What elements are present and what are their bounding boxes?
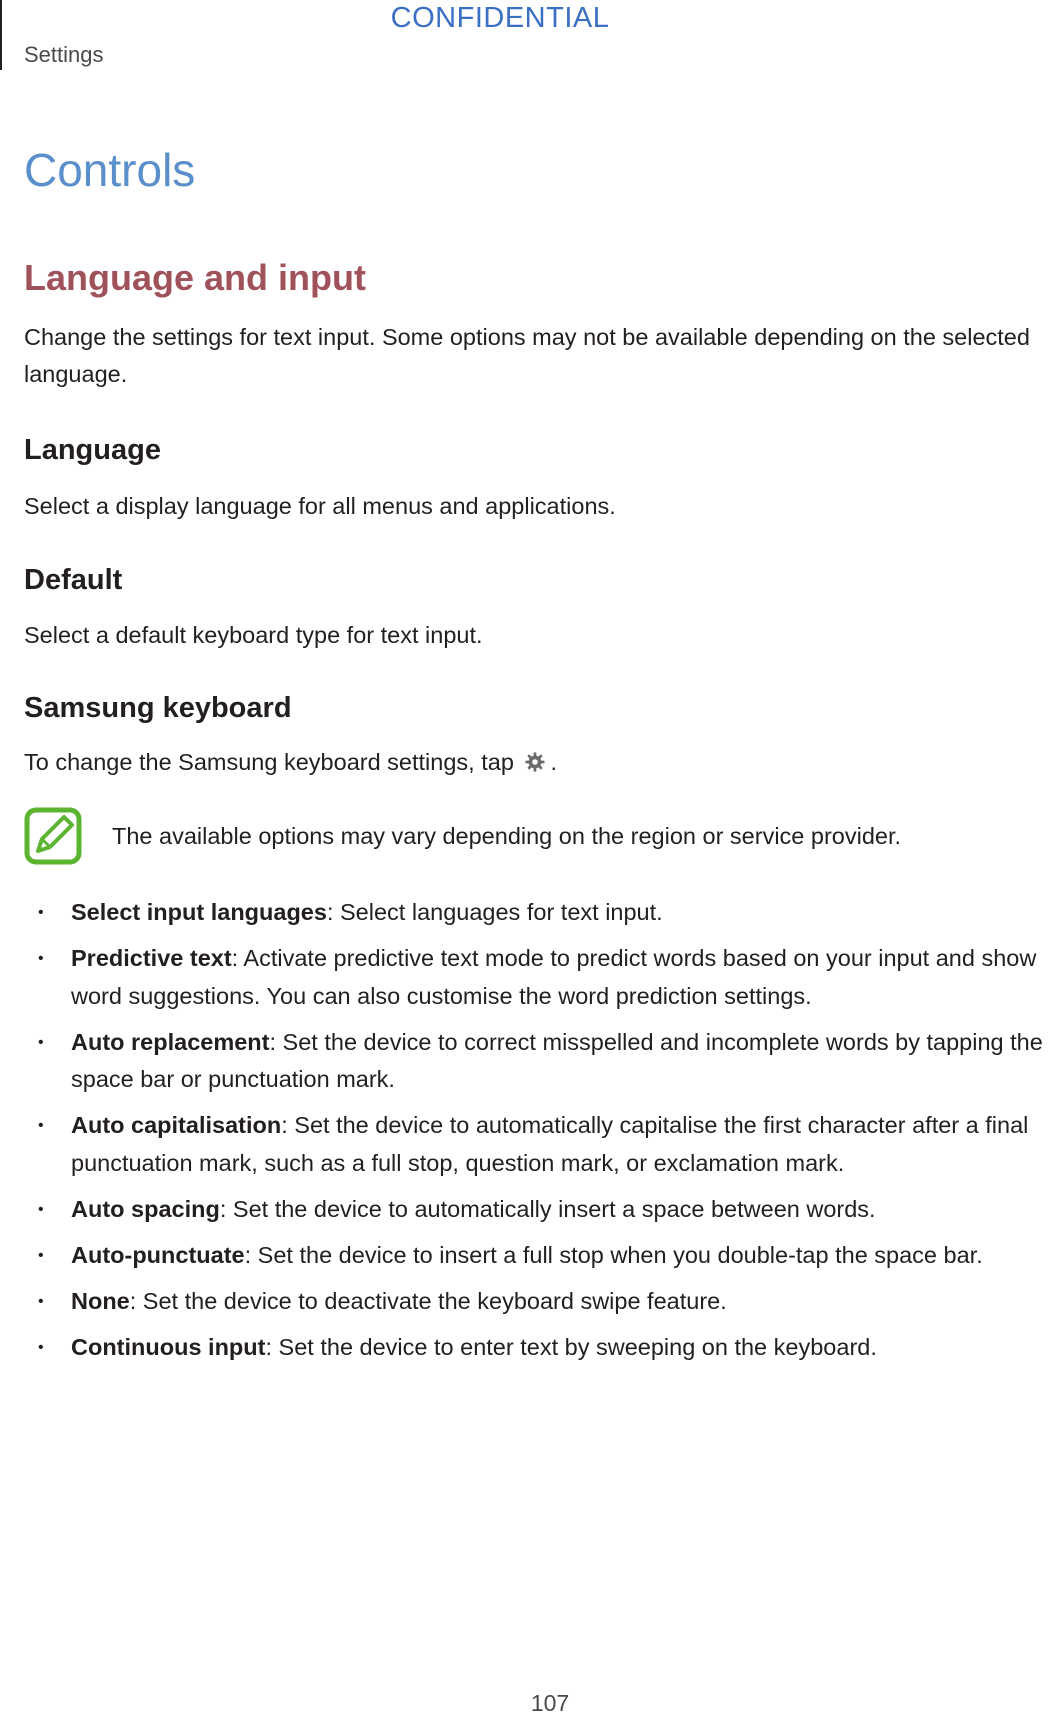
samsung-keyboard-text [24,744,1044,784]
bullet-icon: • [38,1338,44,1356]
options-list [24,894,1054,1375]
note-text: The available options may vary depending on the region or service provider. [112,823,902,849]
default-text: Select a default keyboard type for text input. [24,622,483,648]
option-description: : Set the device to enter text by sweeping on the keyboard. [265,1333,877,1360]
list-item [24,1191,1054,1229]
language-text: Select a display language for all menus and applications. [24,493,616,519]
page-title: Controls [24,144,196,196]
bullet-icon: • [38,1246,44,1264]
list-item [24,1107,1054,1182]
samsung-keyboard-heading: Samsung keyboard [24,692,292,724]
list-item [24,1237,1054,1275]
bullet-icon: • [38,1117,44,1134]
bullet-icon: • [38,1200,44,1218]
list-item [24,894,1054,932]
option-term: Auto replacement [71,1028,270,1055]
bullet-icon: • [38,950,44,967]
section-title: Language and input [24,257,366,298]
page-number: 107 [530,1690,570,1716]
option-description: : Set the device to deactivate the keyboard swipe feature. [129,1287,727,1314]
gear-icon [524,747,546,784]
list-item [24,1329,1054,1367]
option-description: : Set the device to insert a full stop when you double-tap the space bar. [244,1241,983,1268]
bullet-icon: • [38,904,44,921]
watermark: CONFIDENTIAL [390,2,610,34]
language-heading: Language [24,434,161,466]
section-intro: Change the settings for text input. Some options may not be available depending on the selected language. [24,324,1030,387]
option-term: Continuous input [71,1333,266,1360]
option-term: Predictive text [71,945,232,971]
default-heading: Default [24,564,123,596]
list-item [24,940,1054,1015]
option-term: Select input languages [71,899,327,925]
option-term: Auto-punctuate [71,1241,245,1268]
option-term: Auto spacing [71,1195,220,1222]
option-description: : Set the device to correct misspelled and incomplete words by tapping the space bar or punctuation mark. [71,1028,1043,1092]
option-term: Auto capitalisation [71,1112,282,1138]
running-header: Settings [24,42,104,67]
bullet-icon: • [38,1033,44,1051]
samsung-keyboard-text-after: . [550,749,557,775]
margin-rule [0,0,2,70]
list-item [24,1024,1054,1099]
option-description: : Activate predictive text mode to predict words based on your input and show word suggestions. You can also customise the word prediction settings. [71,945,1037,1009]
option-term: None [71,1287,130,1314]
option-description: : Set the device to automatically insert a space between words. [219,1195,876,1222]
list-item [24,1283,1054,1321]
samsung-keyboard-text-before: To change the Samsung keyboard settings, tap [24,749,514,775]
bullet-icon: • [38,1292,44,1310]
option-description: : Set the device to automatically capitalise the first character after a final punctuation mark, such as a full stop, question mark, or exclamation mark. [71,1112,1029,1176]
option-description: : Select languages for text input. [326,899,663,925]
note-pencil-icon [24,807,82,865]
